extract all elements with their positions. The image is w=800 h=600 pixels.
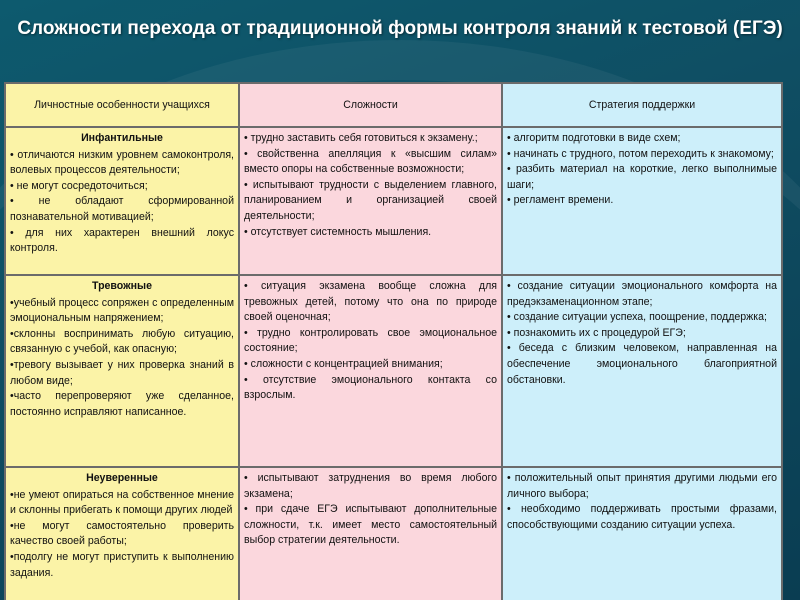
- trait-item: • для них характерен внешний локус контроля.: [10, 226, 234, 255]
- difficulties-cell: [239, 127, 502, 275]
- difficulty-item: • отсутствует системность мышления.: [244, 225, 432, 238]
- support-item: • необходимо поддерживать простыми фразами, способствующими созданию ситуации успеха.: [507, 503, 777, 531]
- difficulties-cell: [239, 275, 502, 467]
- difficulty-item: • при сдаче ЕГЭ испытывают дополнительные сложности, т.к. имеет место самостоятельный выбор стратегии деятельности.: [244, 503, 497, 547]
- difficulty-item: • испытывают трудности с выделением главного, планированием и организацией своей деятельности;: [244, 178, 497, 222]
- slide-title: Сложности перехода от традиционной формы контроля знаний к тестовой (ЕГЭ): [17, 18, 783, 39]
- table-row-infantile: [5, 127, 782, 275]
- difficulty-item: • отсутствие эмоционального контакта со взрослым.: [244, 373, 497, 402]
- support-item: • беседа с близким человеком, направленная на обеспечение эмоционального благоприятной обстановки.: [507, 342, 777, 386]
- trait-item: •тревогу вызывает у них проверка знаний в любом виде;: [10, 358, 234, 387]
- group-title: Тревожные: [92, 280, 152, 292]
- difficulty-item: • ситуация экзамена вообще сложна для тревожных детей, потому что она по природе своей оценочная;: [244, 280, 497, 324]
- difficulties-cell: [239, 467, 502, 600]
- support-item: • регламент времени.: [507, 194, 614, 207]
- header-difficulties: Сложности: [239, 83, 502, 127]
- difficulty-item: • испытывают затруднения во время любого экзамена;: [244, 472, 497, 500]
- header-support: Стратегия поддержки: [502, 83, 782, 127]
- difficulty-item: • сложности с концентрацией внимания;: [244, 357, 443, 370]
- support-item: • познакомить их с процедурой ЕГЭ;: [507, 326, 686, 339]
- support-item: • создание ситуации эмоционального комфорта на предэкзаменационном этапе;: [507, 280, 777, 308]
- trait-item: •не могут самостоятельно проверить качество своей работы;: [10, 519, 234, 548]
- table-row-anxious: [5, 275, 782, 467]
- table-header-row: [5, 83, 782, 127]
- group-title: Инфантильные: [81, 132, 163, 144]
- trait-item: •склонны воспринимать любую ситуацию, связанную с учебой, как опасную;: [10, 327, 234, 356]
- trait-item: • отличаются низким уровнем самоконтроля, волевых процессов деятельности;: [10, 148, 234, 177]
- difficulty-item: • трудно заставить себя готовиться к экзамену.;: [244, 132, 478, 144]
- support-cell: [502, 127, 782, 275]
- trait-item: •подолгу не могут приступить к выполнению задания.: [10, 550, 234, 579]
- trait-item: • не могут сосредоточиться;: [10, 179, 148, 192]
- support-cell: [502, 467, 782, 600]
- difficulty-item: • трудно контролировать свое эмоциональное состояние;: [244, 326, 497, 355]
- support-cell: [502, 275, 782, 467]
- header-traits: Личностные особенности учащихся: [5, 83, 239, 127]
- trait-item: •часто перепроверяют уже сделанное, постоянно исправляют написанное.: [10, 390, 234, 418]
- support-item: • алгоритм подготовки в виде схем;: [507, 132, 681, 144]
- traits-cell: [5, 275, 239, 467]
- table-row-insecure: [5, 467, 782, 600]
- comparison-table: [4, 82, 783, 600]
- difficulty-item: • свойственна апелляция к «высшим силам» вместо опоры на собственные возможности;: [244, 147, 497, 176]
- traits-cell: [5, 467, 239, 600]
- trait-item: • не обладают сформированной познавательной мотивацией;: [10, 195, 234, 223]
- traits-cell: [5, 127, 239, 275]
- support-item: • разбить материал на короткие, легко выполнимые шаги;: [507, 163, 777, 191]
- support-item: • положительный опыт принятия другими людьми его личного выбора;: [507, 472, 777, 500]
- trait-item: •не умеют опираться на собственное мнение и склонны прибегать к помощи других людей: [10, 488, 234, 517]
- support-item: • начинать с трудного, потом переходить к знакомому;: [507, 147, 774, 160]
- trait-item: •учебный процесс сопряжен с определенным эмоциональным напряжением;: [10, 296, 234, 325]
- group-title: Неуверенные: [86, 472, 158, 484]
- support-item: • создание ситуации успеха, поощрение, поддержка;: [507, 311, 767, 324]
